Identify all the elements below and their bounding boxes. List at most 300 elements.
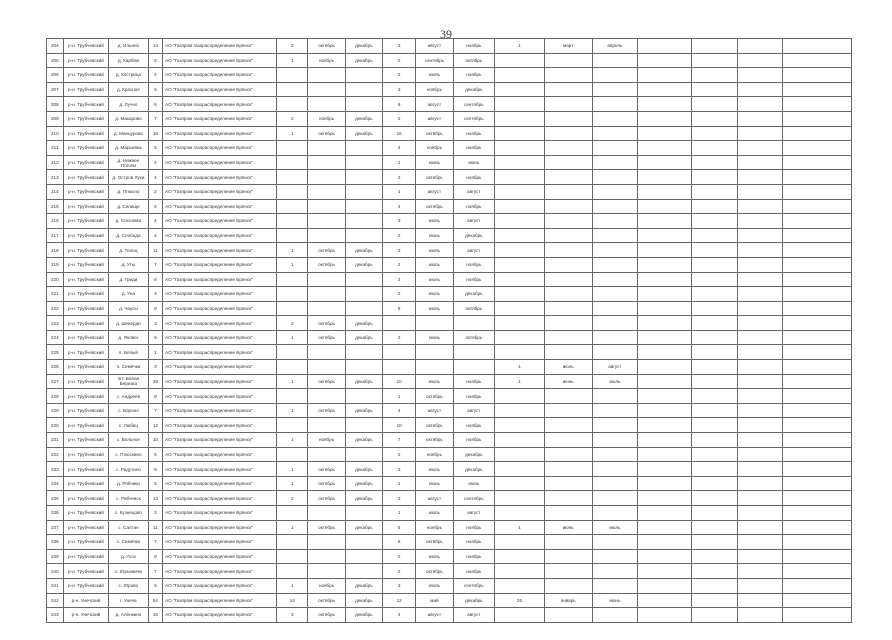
table-cell bbox=[277, 389, 308, 404]
empty-cell bbox=[692, 374, 738, 389]
table-cell bbox=[495, 243, 545, 258]
table-cell bbox=[544, 316, 592, 331]
table-row bbox=[47, 243, 852, 258]
empty-cell bbox=[783, 462, 852, 477]
table-cell: р-н. Унечский bbox=[63, 608, 109, 623]
table-cell bbox=[544, 155, 592, 170]
empty-cell bbox=[783, 170, 852, 185]
table-cell: 238 bbox=[47, 535, 64, 550]
empty-cell bbox=[737, 228, 783, 243]
table-cell: р-н. Трубчевский bbox=[63, 491, 109, 506]
table-cell bbox=[592, 82, 638, 97]
table-cell: 5 bbox=[383, 520, 416, 535]
table-cell: 54 bbox=[148, 593, 163, 608]
table-cell: р-н. Трубчевский bbox=[63, 418, 109, 433]
empty-cell bbox=[737, 126, 783, 141]
table-cell bbox=[308, 272, 345, 287]
table-cell: 10 bbox=[383, 374, 416, 389]
empty-cell bbox=[692, 345, 738, 360]
empty-cell bbox=[692, 506, 738, 521]
empty-cell bbox=[737, 272, 783, 287]
table-cell: октябрь bbox=[308, 257, 345, 272]
table-cell bbox=[308, 418, 345, 433]
table-cell: р-н. Трубчевский bbox=[63, 301, 109, 316]
table-cell bbox=[495, 476, 545, 491]
table-cell bbox=[345, 535, 382, 550]
table-cell: октябрь bbox=[416, 389, 453, 404]
empty-cell bbox=[638, 39, 692, 54]
table-cell: 207 bbox=[47, 82, 64, 97]
empty-cell bbox=[737, 301, 783, 316]
table-cell bbox=[416, 345, 453, 360]
empty-cell bbox=[737, 476, 783, 491]
table-cell: ноябрь bbox=[416, 141, 453, 156]
table-cell: р-н. Трубчевский bbox=[63, 374, 109, 389]
empty-cell bbox=[638, 389, 692, 404]
table-cell: июнь bbox=[416, 155, 453, 170]
table-cell: декабрь bbox=[345, 520, 382, 535]
table-cell bbox=[592, 170, 638, 185]
table-row bbox=[47, 549, 852, 564]
table-cell bbox=[495, 214, 545, 229]
table-cell: ноябрь bbox=[308, 578, 345, 593]
table-cell: р-н. Трубчевский bbox=[63, 39, 109, 54]
table-cell: 7 bbox=[383, 433, 416, 448]
table-cell bbox=[544, 608, 592, 623]
table-cell bbox=[495, 316, 545, 331]
table-cell bbox=[544, 214, 592, 229]
table-cell bbox=[277, 155, 308, 170]
table-cell: ноябрь bbox=[453, 520, 494, 535]
table-cell: 26 bbox=[495, 593, 545, 608]
table-cell bbox=[592, 491, 638, 506]
table-cell: 210 bbox=[47, 126, 64, 141]
table-cell: д. Аленкино bbox=[109, 608, 148, 623]
table-cell: д. Уты bbox=[109, 257, 148, 272]
table-cell: р-н. Трубчевский bbox=[63, 257, 109, 272]
table-cell: п. Белый bbox=[109, 345, 148, 360]
table-cell bbox=[308, 155, 345, 170]
table-row bbox=[47, 68, 852, 83]
table-cell bbox=[592, 403, 638, 418]
table-cell: АО "Газпром газораспределение Брянск" bbox=[163, 345, 277, 360]
table-cell: август bbox=[453, 403, 494, 418]
table-cell: 10 bbox=[148, 433, 163, 448]
empty-cell bbox=[783, 403, 852, 418]
table-cell: АО "Газпром газораспределение Брянск" bbox=[163, 170, 277, 185]
table-cell: 242 bbox=[47, 593, 64, 608]
table-cell: июль bbox=[416, 243, 453, 258]
table-cell: с. Андреев bbox=[109, 389, 148, 404]
table-cell: АО "Газпром газораспределение Брянск" bbox=[163, 360, 277, 375]
page-number: 39 bbox=[440, 27, 452, 41]
empty-cell bbox=[692, 462, 738, 477]
empty-cell bbox=[737, 39, 783, 54]
table-cell: 2 bbox=[383, 564, 416, 579]
table-cell bbox=[592, 184, 638, 199]
table-row bbox=[47, 155, 852, 170]
table-cell: 1 bbox=[277, 433, 308, 448]
empty-cell bbox=[737, 593, 783, 608]
table-cell: ноябрь bbox=[453, 257, 494, 272]
empty-cell bbox=[783, 520, 852, 535]
empty-cell bbox=[638, 316, 692, 331]
empty-cell bbox=[692, 535, 738, 550]
table-cell: июнь bbox=[453, 155, 494, 170]
table-cell: июнь bbox=[416, 228, 453, 243]
empty-cell bbox=[692, 287, 738, 302]
table-cell: 1 bbox=[495, 520, 545, 535]
table-cell: АО "Газпром газораспределение Брянск" bbox=[163, 126, 277, 141]
table-cell: декабрь bbox=[345, 608, 382, 623]
table-cell: АО "Газпром газораспределение Брянск" bbox=[163, 199, 277, 214]
empty-cell bbox=[638, 257, 692, 272]
table-cell bbox=[544, 330, 592, 345]
table-cell: октябрь bbox=[416, 199, 453, 214]
empty-cell bbox=[638, 330, 692, 345]
empty-cell bbox=[737, 389, 783, 404]
empty-cell bbox=[692, 82, 738, 97]
table-cell: д. Яковск bbox=[109, 330, 148, 345]
table-cell: 5 bbox=[148, 53, 163, 68]
table-cell: 204 bbox=[47, 39, 64, 54]
table-cell bbox=[277, 301, 308, 316]
table-cell: АО "Газпром газораспределение Брянск" bbox=[163, 287, 277, 302]
empty-cell bbox=[783, 535, 852, 550]
table-cell: октябрь bbox=[308, 330, 345, 345]
table-cell bbox=[416, 316, 453, 331]
empty-cell bbox=[638, 476, 692, 491]
table-cell: июль bbox=[592, 520, 638, 535]
table-row bbox=[47, 330, 852, 345]
table-row bbox=[47, 374, 852, 389]
table-cell bbox=[544, 433, 592, 448]
table-cell: декабрь bbox=[453, 82, 494, 97]
empty-cell bbox=[737, 520, 783, 535]
empty-cell bbox=[783, 97, 852, 112]
table-cell: 4 bbox=[383, 141, 416, 156]
table-cell: АО "Газпром газораспределение Брянск" bbox=[163, 593, 277, 608]
table-cell: июнь bbox=[544, 520, 592, 535]
empty-cell bbox=[783, 578, 852, 593]
table-cell bbox=[308, 199, 345, 214]
table-cell: г. Унеча bbox=[109, 593, 148, 608]
table-cell: 13 bbox=[148, 491, 163, 506]
table-row bbox=[47, 564, 852, 579]
table-cell: октябрь bbox=[308, 126, 345, 141]
empty-cell bbox=[692, 418, 738, 433]
table-cell bbox=[308, 301, 345, 316]
empty-cell bbox=[692, 330, 738, 345]
table-cell: 1 bbox=[277, 374, 308, 389]
empty-cell bbox=[638, 287, 692, 302]
table-cell bbox=[495, 155, 545, 170]
table-cell: 6 bbox=[383, 97, 416, 112]
table-cell: АО "Газпром газораспределение Брянск" bbox=[163, 520, 277, 535]
table-cell: 16 bbox=[383, 126, 416, 141]
table-cell bbox=[308, 68, 345, 83]
table-cell: 2 bbox=[383, 228, 416, 243]
table-cell: 8 bbox=[148, 301, 163, 316]
table-cell: 226 bbox=[47, 360, 64, 375]
table-cell: АО "Газпром газораспределение Брянск" bbox=[163, 97, 277, 112]
table-cell: декабрь bbox=[345, 39, 382, 54]
table-cell: 2 bbox=[383, 287, 416, 302]
table-cell: АО "Газпром газораспределение Брянск" bbox=[163, 272, 277, 287]
table-cell: р-н. Трубчевский bbox=[63, 506, 109, 521]
table-cell: с. Бороно bbox=[109, 403, 148, 418]
empty-cell bbox=[638, 506, 692, 521]
table-cell: 2 bbox=[383, 257, 416, 272]
table-cell: АО "Газпром газораспределение Брянск" bbox=[163, 214, 277, 229]
table-cell: 2 bbox=[383, 330, 416, 345]
table-cell bbox=[592, 578, 638, 593]
table-cell: декабрь bbox=[345, 126, 382, 141]
empty-cell bbox=[692, 316, 738, 331]
table-cell: октябрь bbox=[416, 433, 453, 448]
empty-cell bbox=[737, 491, 783, 506]
table-cell: ноябрь bbox=[453, 389, 494, 404]
table-cell bbox=[345, 345, 382, 360]
table-cell: АО "Газпром газораспределение Брянск" bbox=[163, 506, 277, 521]
table-cell: ноябрь bbox=[453, 433, 494, 448]
table-cell bbox=[308, 447, 345, 462]
table-cell bbox=[277, 82, 308, 97]
empty-cell bbox=[638, 403, 692, 418]
empty-cell bbox=[783, 287, 852, 302]
empty-cell bbox=[783, 564, 852, 579]
empty-cell bbox=[638, 301, 692, 316]
table-cell: 231 bbox=[47, 433, 64, 448]
table-cell: р-н. Трубчевский bbox=[63, 199, 109, 214]
table-cell bbox=[495, 506, 545, 521]
table-cell: р-н. Трубчевский bbox=[63, 360, 109, 375]
table-cell: октябрь bbox=[308, 39, 345, 54]
table-cell: июль bbox=[416, 549, 453, 564]
empty-cell bbox=[783, 82, 852, 97]
table-row bbox=[47, 287, 852, 302]
table-cell: АО "Газпром газораспределение Брянск" bbox=[163, 68, 277, 83]
empty-cell bbox=[783, 243, 852, 258]
empty-cell bbox=[692, 68, 738, 83]
table-cell: 8 bbox=[148, 549, 163, 564]
table-cell bbox=[544, 97, 592, 112]
table-cell bbox=[592, 433, 638, 448]
table-cell bbox=[592, 345, 638, 360]
table-cell: 11 bbox=[148, 243, 163, 258]
table-cell: д. Плюсно bbox=[109, 184, 148, 199]
table-cell: ноябрь bbox=[308, 433, 345, 448]
table-cell: АО "Газпром газораспределение Брянск" bbox=[163, 301, 277, 316]
table-cell bbox=[592, 111, 638, 126]
table-cell: 1 bbox=[495, 360, 545, 375]
table-cell bbox=[592, 272, 638, 287]
table-cell: 14 bbox=[148, 39, 163, 54]
table-cell: ноябрь bbox=[453, 272, 494, 287]
table-cell: октябрь bbox=[416, 535, 453, 550]
table-row bbox=[47, 491, 852, 506]
table-cell bbox=[592, 257, 638, 272]
table-cell bbox=[495, 68, 545, 83]
table-cell: октябрь bbox=[308, 476, 345, 491]
empty-cell bbox=[783, 214, 852, 229]
table-cell: 2 bbox=[277, 316, 308, 331]
empty-cell bbox=[638, 491, 692, 506]
table-cell: 9 bbox=[148, 389, 163, 404]
table-cell: с. Кузнецово bbox=[109, 506, 148, 521]
empty-cell bbox=[737, 170, 783, 185]
table-cell bbox=[308, 287, 345, 302]
table-cell: 3 bbox=[383, 82, 416, 97]
table-row bbox=[47, 199, 852, 214]
table-cell: 1 bbox=[277, 476, 308, 491]
empty-cell bbox=[638, 520, 692, 535]
empty-cell bbox=[783, 272, 852, 287]
table-cell bbox=[544, 578, 592, 593]
table-cell: АО "Газпром газораспределение Брянск" bbox=[163, 316, 277, 331]
table-cell: 3 bbox=[148, 316, 163, 331]
table-cell: АО "Газпром газораспределение Брянск" bbox=[163, 535, 277, 550]
table-cell: 12 bbox=[383, 593, 416, 608]
table-cell: АО "Газпром газораспределение Брянск" bbox=[163, 491, 277, 506]
empty-cell bbox=[783, 330, 852, 345]
empty-cell bbox=[638, 243, 692, 258]
table-cell: р-н. Трубчевский bbox=[63, 82, 109, 97]
table-cell: р-н. Трубчевский bbox=[63, 184, 109, 199]
empty-cell bbox=[737, 287, 783, 302]
table-cell: 241 bbox=[47, 578, 64, 593]
table-cell bbox=[308, 141, 345, 156]
table-cell bbox=[544, 170, 592, 185]
empty-cell bbox=[692, 272, 738, 287]
table-row bbox=[47, 97, 852, 112]
table-cell: ноябрь bbox=[416, 520, 453, 535]
table-cell: р-н. Трубчевский bbox=[63, 111, 109, 126]
table-cell: ноябрь bbox=[453, 549, 494, 564]
table-cell bbox=[495, 287, 545, 302]
table-cell bbox=[495, 608, 545, 623]
table-cell bbox=[592, 608, 638, 623]
table-row bbox=[47, 53, 852, 68]
empty-cell bbox=[638, 170, 692, 185]
table-cell: октябрь bbox=[416, 126, 453, 141]
table-cell: ноябрь bbox=[453, 68, 494, 83]
table-cell bbox=[277, 345, 308, 360]
table-cell: август bbox=[416, 97, 453, 112]
table-cell: р-н. Трубчевский bbox=[63, 155, 109, 170]
table-cell: д. Сосновка bbox=[109, 214, 148, 229]
table-cell: 223 bbox=[47, 316, 64, 331]
table-cell: р-н. Трубчевский bbox=[63, 330, 109, 345]
table-cell: 2 bbox=[383, 272, 416, 287]
table-cell bbox=[592, 228, 638, 243]
empty-cell bbox=[737, 564, 783, 579]
empty-cell bbox=[737, 403, 783, 418]
table-cell: октябрь bbox=[308, 316, 345, 331]
table-cell bbox=[592, 389, 638, 404]
table-cell bbox=[345, 155, 382, 170]
empty-cell bbox=[737, 418, 783, 433]
table-cell: декабрь bbox=[345, 316, 382, 331]
table-row bbox=[47, 214, 852, 229]
table-cell: 1 bbox=[277, 462, 308, 477]
table-cell: сентябрь bbox=[416, 53, 453, 68]
table-cell: ноябрь bbox=[416, 447, 453, 462]
table-cell: с. Семячки bbox=[109, 535, 148, 550]
table-cell: 18 bbox=[148, 126, 163, 141]
table-cell bbox=[544, 126, 592, 141]
table-cell: июнь bbox=[544, 374, 592, 389]
empty-cell bbox=[737, 111, 783, 126]
table-cell bbox=[345, 564, 382, 579]
table-cell bbox=[277, 184, 308, 199]
empty-cell bbox=[737, 97, 783, 112]
table-cell: 215 bbox=[47, 199, 64, 214]
table-cell: с. Любец bbox=[109, 418, 148, 433]
empty-cell bbox=[737, 549, 783, 564]
table-cell bbox=[544, 389, 592, 404]
table-cell: р-н. Трубчевский bbox=[63, 126, 109, 141]
table-cell: р-н. Трубчевский bbox=[63, 272, 109, 287]
table-cell bbox=[544, 418, 592, 433]
table-cell: 4 bbox=[148, 228, 163, 243]
empty-cell bbox=[638, 97, 692, 112]
table-cell bbox=[277, 549, 308, 564]
table-cell: с. Юрово bbox=[109, 578, 148, 593]
table-cell: р-н. Трубчевский bbox=[63, 447, 109, 462]
table-cell: 3 bbox=[383, 243, 416, 258]
table-cell: август bbox=[453, 184, 494, 199]
empty-cell bbox=[692, 433, 738, 448]
table-cell: август bbox=[453, 608, 494, 623]
table-cell bbox=[544, 476, 592, 491]
table-cell: р-н. Трубчевский bbox=[63, 389, 109, 404]
empty-cell bbox=[692, 476, 738, 491]
table-cell: р-н. Трубчевский bbox=[63, 476, 109, 491]
table-cell: 232 bbox=[47, 447, 64, 462]
table-row bbox=[47, 345, 852, 360]
table-cell bbox=[345, 228, 382, 243]
table-cell: 208 bbox=[47, 97, 64, 112]
table-cell: АО "Газпром газораспределение Брянск" bbox=[163, 53, 277, 68]
empty-cell bbox=[638, 111, 692, 126]
empty-cell bbox=[692, 447, 738, 462]
empty-cell bbox=[783, 111, 852, 126]
table-cell bbox=[308, 360, 345, 375]
table-cell bbox=[277, 360, 308, 375]
table-cell: 235 bbox=[47, 491, 64, 506]
table-cell: д. Телец bbox=[109, 243, 148, 258]
empty-cell bbox=[692, 360, 738, 375]
table-cell bbox=[383, 360, 416, 375]
table-cell bbox=[495, 578, 545, 593]
table-cell bbox=[544, 491, 592, 506]
table-cell: июль bbox=[592, 374, 638, 389]
table-cell: ноябрь bbox=[453, 418, 494, 433]
empty-cell bbox=[638, 228, 692, 243]
empty-cell bbox=[783, 418, 852, 433]
table-cell: 217 bbox=[47, 228, 64, 243]
table-cell bbox=[277, 97, 308, 112]
table-row bbox=[47, 141, 852, 156]
empty-cell bbox=[638, 126, 692, 141]
table-cell: август bbox=[416, 184, 453, 199]
table-cell: 220 bbox=[47, 272, 64, 287]
table-cell bbox=[277, 272, 308, 287]
table-cell: декабрь bbox=[345, 491, 382, 506]
table-cell bbox=[495, 111, 545, 126]
empty-cell bbox=[692, 578, 738, 593]
